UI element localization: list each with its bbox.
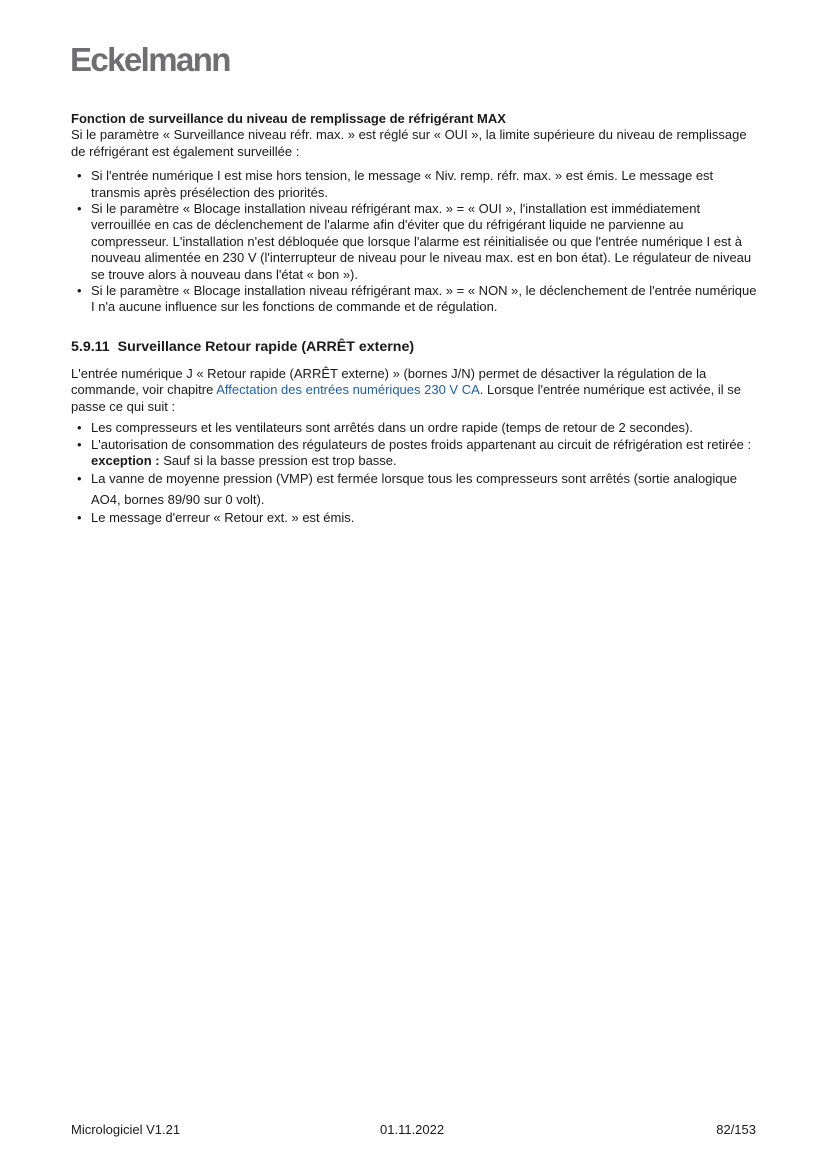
exception-label: exception : [91, 452, 160, 468]
section-intro [71, 366, 761, 415]
page-number: 82/153 [716, 1122, 756, 1137]
bullet-list-quick-return [71, 420, 761, 527]
list-item: • Si l'entrée numérique I est mise hors tension, le message « Niv. remp. réfr. max. » est émis. Le message est transmis après présélection des priorités. [71, 168, 761, 201]
subsection-heading: Fonction de surveillance du niveau de remplissage de réfrigérant MAX [71, 111, 506, 126]
list-item: • Si le paramètre « Blocage installation niveau réfrigérant max. » = « NON », le déclenchement de l'entrée numérique I n'a aucune influence sur les fonctions de commande et de régulation. [71, 283, 761, 316]
section-number: 5.9.11 [71, 338, 110, 355]
page-content [71, 111, 761, 527]
document-date: 01.11.2022 [380, 1122, 445, 1137]
intro-text-end: . Lorsque l'entrée numérique est activée, il se passe ce qui suit : [71, 382, 741, 414]
list-item: • Si le paramètre « Blocage installation niveau réfrigérant max. » = « OUI », l'installation est immédiatement verrouillée en cas de déclenchement de l'alarme afin d'éviter que du réfrigérant liquide ne parvienne au compresseur. L'installation n'est débloquée que lorsque l'alarme est réinitialisée ou que l'entrée numérique I est à nouveau alimentée en 230 V (l'interrupteur de niveau pour le niveau max. est en bon état). Le régulateur de niveau se trouve alors à nouveau dans l'état « bon »). [71, 201, 761, 283]
intro-text: L'entrée numérique J « Retour rapide (ARRÊT externe) » (bornes J/N) permet de désactiver la régulation de la commande, voir chapitre [71, 365, 707, 398]
list-item-text: L'autorisation de consommation des régulateurs de postes froids appartenant au circuit de réfrigération est retirée : [91, 436, 752, 452]
company-logo: Eckelmann [70, 41, 230, 78]
bullet-list-max-level [71, 168, 761, 316]
exception-text: Sauf si la basse pression est trop basse. [159, 452, 397, 468]
list-item [71, 437, 761, 470]
section-heading [71, 338, 761, 356]
chapter-link[interactable]: Affectation des entrées numériques 230 V CA [216, 382, 480, 398]
firmware-version: Micrologiciel V1.21 [71, 1122, 181, 1137]
list-item: • Les compresseurs et les ventilateurs sont arrêtés dans un ordre rapide (temps de retour de 2 secondes). [71, 420, 761, 436]
list-item: • Le message d'erreur « Retour ext. » est émis. [71, 510, 761, 526]
list-item: • La vanne de moyenne pression (VMP) est fermée lorsque tous les compresseurs sont arrêtés (sortie analogique AO4, bornes 89/90 sur 0 volt). [71, 469, 761, 510]
section-title: Surveillance Retour rapide (ARRÊT externe) [117, 338, 415, 355]
subsection-intro: Si le paramètre « Surveillance niveau réfr. max. » est réglé sur « OUI », la limite supérieure du niveau de remplissage de réfrigérant est également surveillée : [71, 127, 747, 159]
